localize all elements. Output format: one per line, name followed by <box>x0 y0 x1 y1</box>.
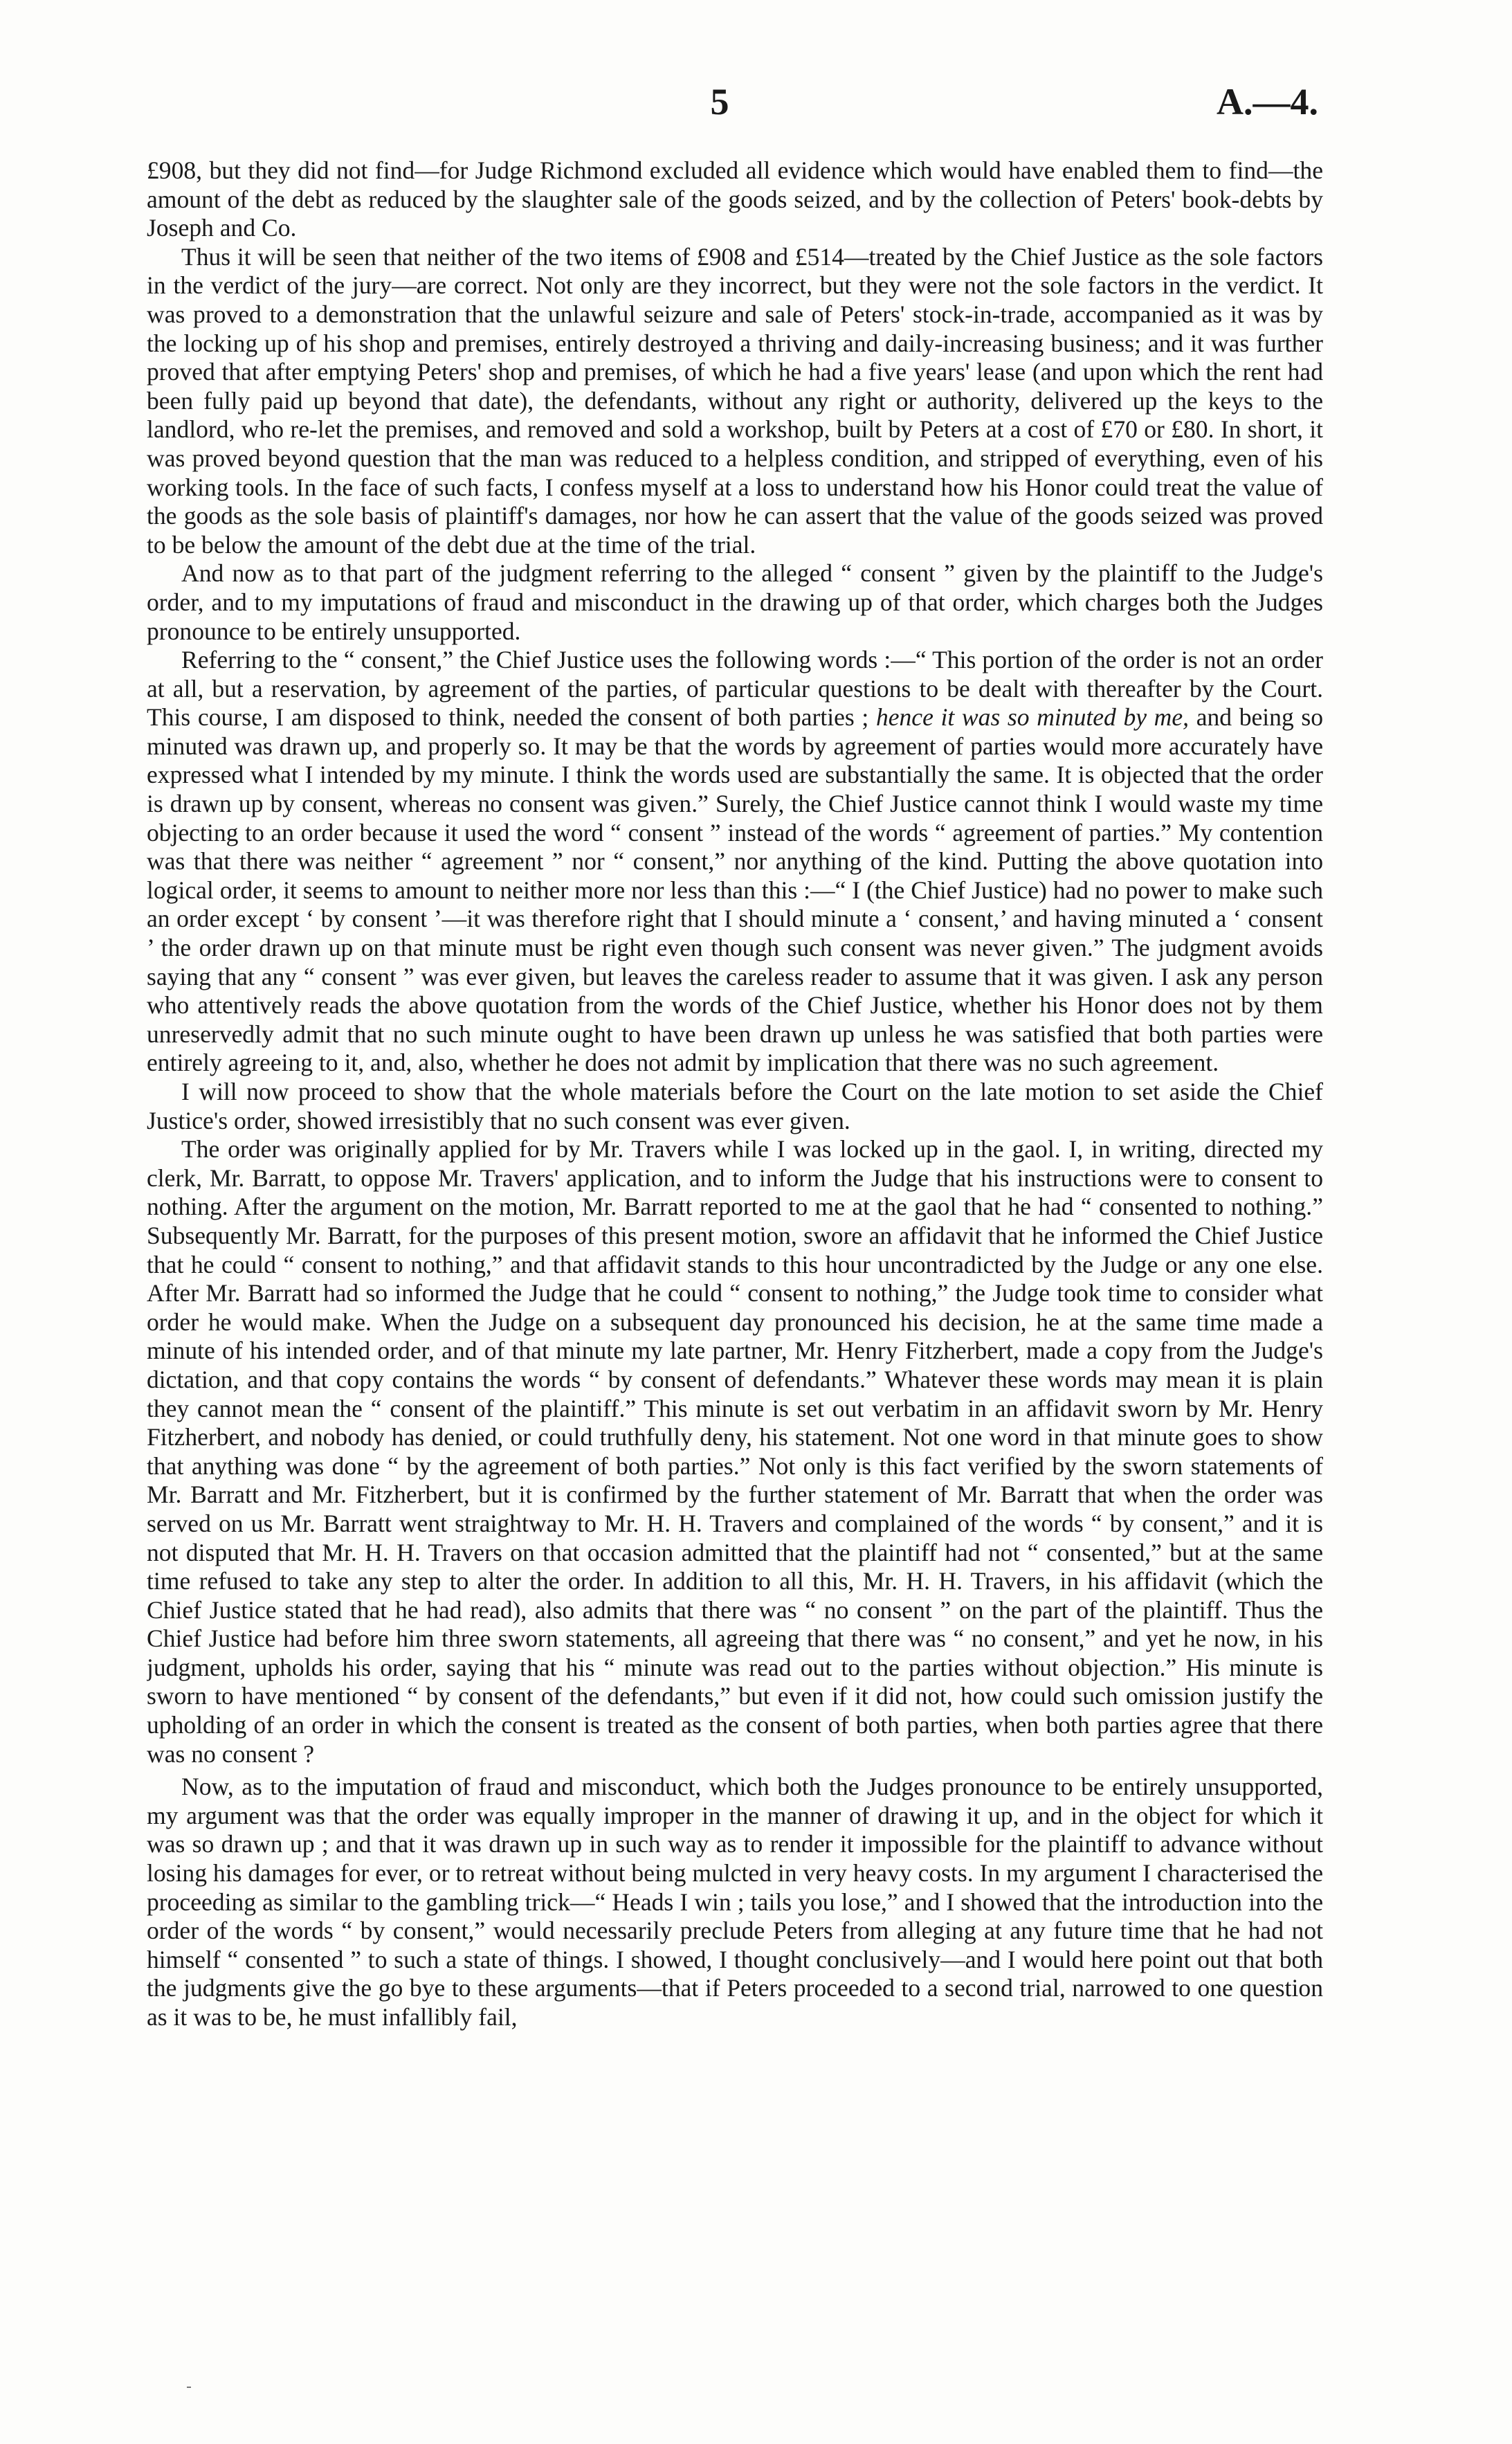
paragraph: I will now proceed to show that the whole materials before the Court on the late motion to set aside the Chief Justice's order, showed irresistibly that no such consent was ever given. <box>147 1078 1323 1134</box>
paragraph: Now, as to the imputation of fraud and misconduct, which both the Judges pronounce to be entirely unsupported, my argument was that the order was equally improper in the manner of drawing it up, and in the object for which it was so drawn up ; and that it was drawn up in such way as to render it impossible for the plaintiff to advance without losing his damages for ever, or to retreat without being mulcted in very heavy costs. In my argument I characterised the proceeding as similar to the gambling trick—“ Heads I win ; tails you lose,” and I showed that the introduction into the order of the words “ by consent,” would necessarily preclude Peters from alleging at any future time that he had not himself “ consented ” to such a state of things. I showed, I thought conclusively—and I would here point out that both the judgments give the go bye to these arguments—that if Peters proceeded to a second trial, narrowed to one question as it was to be, he must infallibly fail, <box>147 1773 1323 2031</box>
body-text <box>147 156 1323 2337</box>
paragraph: Thus it will be seen that neither of the two items of £908 and £514—treated by the Chief Justice as the sole factors in the verdict of the jury—are correct. Not only are they incorrect, but they were not the sole factors in the verdict. It was proved to a demonstration that the unlawful seizure and sale of Peters' stock-in-trade, accompanied as it was by the locking up of his shop and premises, entirely destroyed a thriving and daily-increasing business; and it was further proved that after emptying Peters' shop and premises, of which he had a five years' lease (and upon which the rent had been fully paid up beyond that date), the defendants, without any right or authority, delivered up the keys to the landlord, who re-let the premises, and removed and sold a workshop, built by Peters at a cost of £70 or £80. In short, it was proved beyond question that the man was reduced to a helpless condition, and stripped of everything, even of his working tools. In the face of such facts, I confess myself at a loss to understand how his Honor could treat the value of the goods as the sole basis of plaintiff's damages, nor how he can assert that the value of the goods seized was proved to be below the amount of the debt due at the time of the trial. <box>147 242 1323 559</box>
page-number: 5 <box>710 81 729 123</box>
italic-quote: hence it was so minuted by me, <box>875 703 1190 732</box>
paragraph: £908, but they did not find—for Judge Richmond excluded all evidence which would have enabled them to find—the amount of the debt as reduced by the slaughter sale of the goods seized, and by the collection of Peters' book-debts by Joseph and Co. <box>147 156 1323 242</box>
paragraph-text: Referring to the “ consent,” the Chief Justice uses the following words :—“ This portion of the order is not an order at all, but a reservation, by agreement of the parties, of particular questions to be dealt with thereafter by the Court. This course, I am disposed to think, needed the consent of both parties ; <box>147 646 1323 732</box>
paragraph: The order was originally applied for by Mr. Travers while I was locked up in the gaol. I, in writing, directed my clerk, Mr. Barratt, to oppose Mr. Travers' application, and to inform the Judge that his instructions were to consent to nothing. After the argument on the motion, Mr. Barratt reported to me at the gaol that he had “ consented to nothing.” Subsequently Mr. Barratt, for the purposes of this present motion, swore an affidavit that he informed the Chief Justice that he could “ consent to nothing,” and that affidavit stands to this hour uncontradicted by the Judge or any one else. After Mr. Barratt had so informed the Judge that he could “ consent to nothing,” the Judge took time to consider what order he would make. When the Judge on a subsequent day pronounced his decision, he at the same time made a minute of his intended order, and of that minute my late partner, Mr. Henry Fitzherbert, made a copy from the Judge's dictation, and that copy contains the words “ by consent of defendants.” Whatever these words may mean it is plain they cannot mean the “ consent of the plaintiff.” This minute is set out verbatim in an affidavit sworn by Mr. Henry Fitzherbert, and nobody has denied, or could truthfully deny, his statement. Not one word in that minute goes to show that anything was done “ by the agreement of both parties.” Not only is this fact verified by the sworn statements of Mr. Barratt and Mr. Fitzherbert, but it is confirmed by the further statement of Mr. Barratt that when the order was served on us Mr. Barratt went straightway to Mr. H. H. Travers and complained of the words “ by consent,” and it is not disputed that Mr. H. H. Travers on that occasion admitted that the plaintiff had not “ consented,” but at the same time refused to take any step to alter the order. In addition to all this, Mr. H. H. Travers, in his affidavit (which the Chief Justice stated that he had read), also admits that there was “ no consent ” on the part of the plaintiff. Thus the Chief Justice had before him three sworn statements, all agreeing that there was “ no consent,” and yet he now, in his judgment, upholds his order, saying that his “ minute was read out to the parties without objection.” His minute is sworn to have mentioned “ by consent of the defendants,” but even if it did not, how could such omission justify the upholding of an order in which the consent is treated as the consent of both parties, when both parties agree that there was no consent ? <box>147 1135 1323 1768</box>
scan-artifact <box>187 2387 191 2388</box>
paragraph <box>147 646 1323 1078</box>
page-header <box>0 78 1512 126</box>
document-reference: A.—4. <box>1217 81 1318 123</box>
paragraph-text: and being so minuted was drawn up, and properly so. It may be that the words by agreement of parties would more accurately have expressed what I intended by my minute. I think the words used are substantially the same. It is objected that the order is drawn up by consent, whereas no consent was given.” Surely, the Chief Justice cannot think I would waste my time objecting to an order because it used the word “ consent ” instead of the words “ agreement of parties.” My contention was that there was neither “ agreement ” nor “ consent,” nor anything of the kind. Putting the above quotation into logical order, it seems to amount to neither more nor less than this :—“ I (the Chief Justice) had no power to make such an order except ‘ by consent ’—it was therefore right that I should minute a ‘ consent,’ and having minuted a ‘ consent ’ the order drawn up on that minute must be right even though such consent was never given.” The judgment avoids saying that any “ consent ” was ever given, but leaves the careless reader to assume that it was given. I ask any person who attentively reads the above quotation from the words of the Chief Justice, whether his Honor does not by them unreservedly admit that no such minute ought to have been drawn up unless he was satisfied that both parties were entirely agreeing to it, and, also, whether he does not admit by implication that there was no such agreement. <box>147 703 1323 1077</box>
paragraph: And now as to that part of the judgment referring to the alleged “ consent ” given by the plaintiff to the Judge's order, and to my imputations of fraud and misconduct in the drawing up of that order, which charges both the Judges pronounce to be entirely unsupported. <box>147 559 1323 645</box>
